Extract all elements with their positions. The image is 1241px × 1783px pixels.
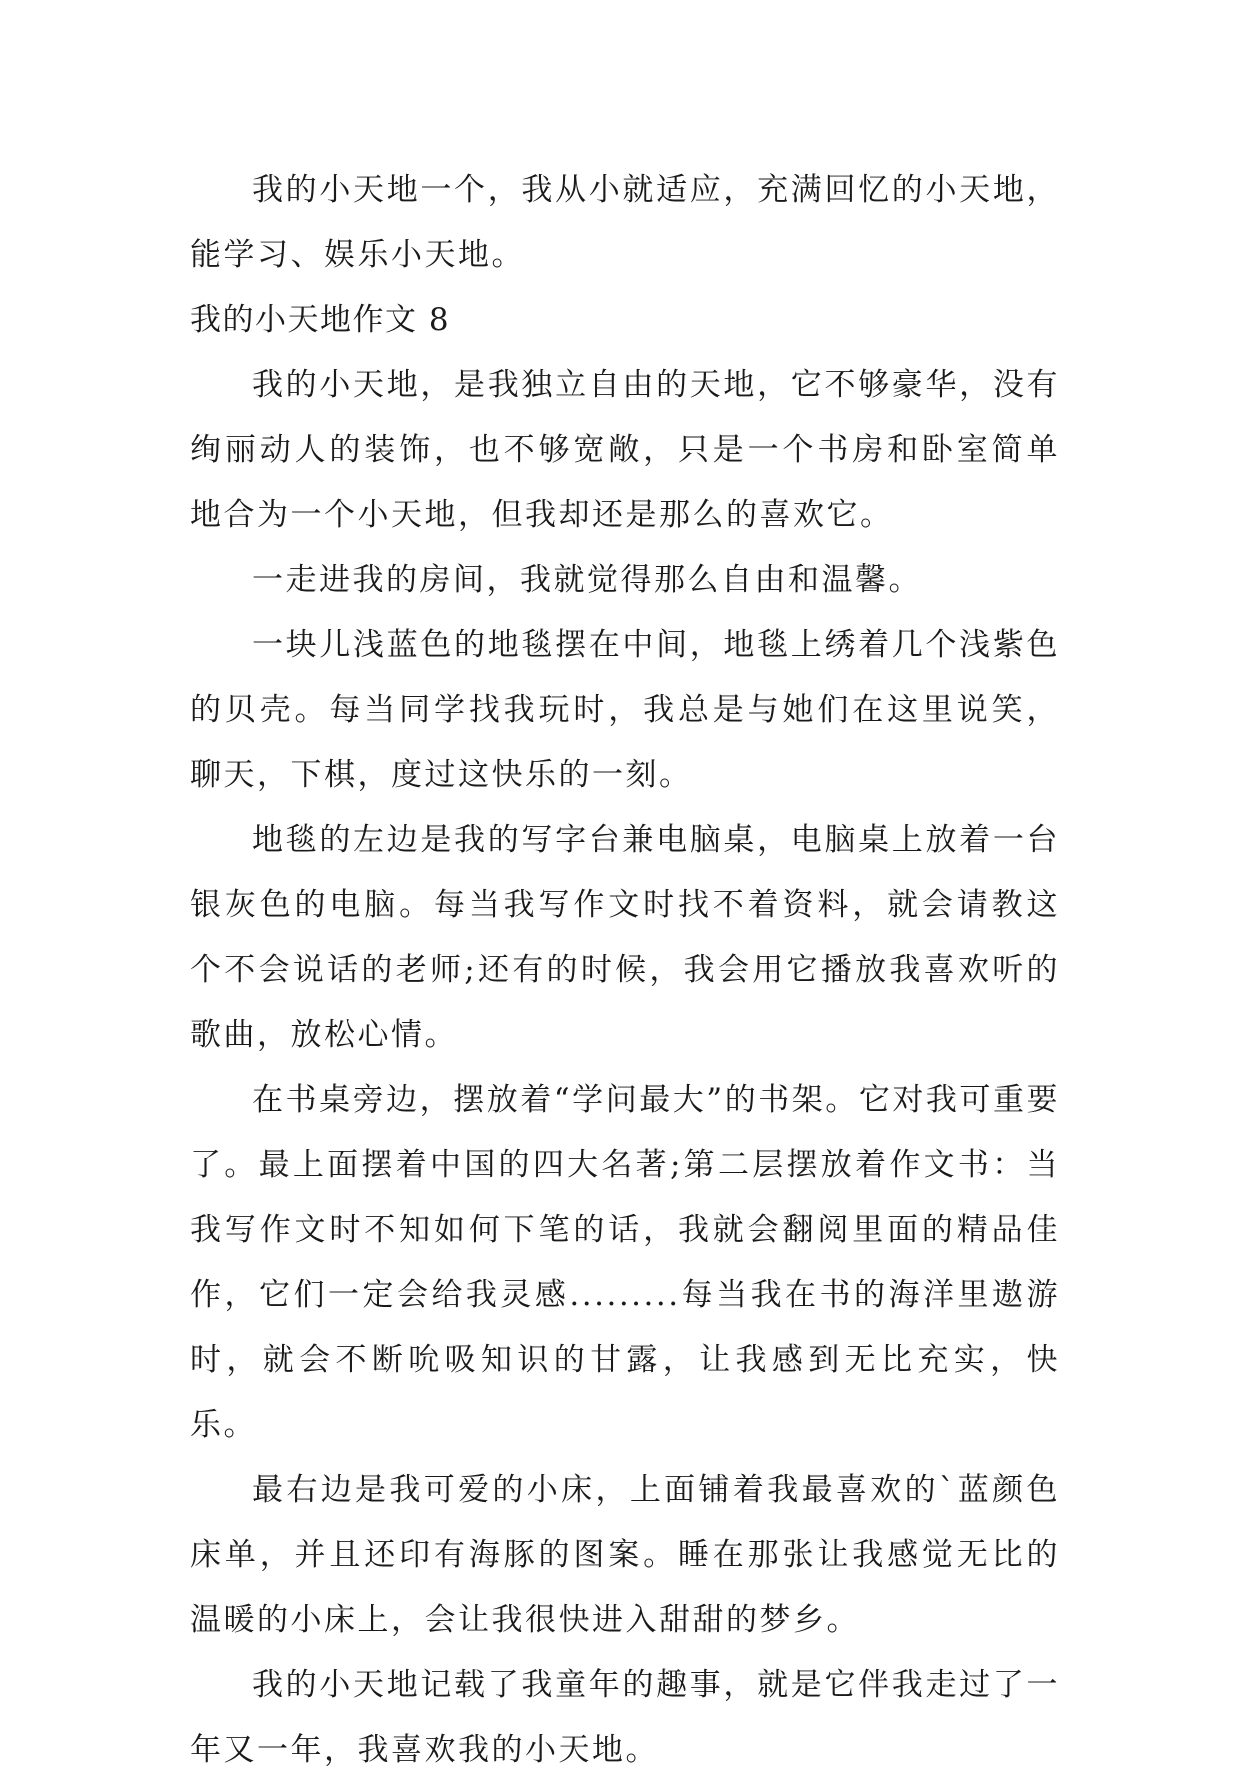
paragraph: 我的小天地，是我独立自由的天地，它不够豪华，没有绚丽动人的装饰，也不够宽敞，只是一个书房和卧室简单地合为一个小天地，但我却还是那么的喜欢它。 <box>190 367 1060 533</box>
paragraph: 最右边是我可爱的小床，上面铺着我最喜欢的`蓝颜色床单，并且还印有海豚的图案。睡在那张让我感觉无比的温暖的小床上，会让我很快进入甜甜的梦乡。 <box>190 1472 1060 1638</box>
paragraph: 在书桌旁边，摆放着“学问最大”的书架。它对我可重要了。最上面摆着中国的四大名著;第二层摆放着作文书：当我写作文时不知如何下笔的话，我就会翻阅里面的精品佳作，它们一定会给我灵感.........每当我在书的海洋里遨游时，就会不断吮吸知识的甘露，让我感到无比充实，快乐。 <box>190 1082 1060 1443</box>
paragraph: 一块儿浅蓝色的地毯摆在中间，地毯上绣着几个浅紫色的贝壳。每当同学找我玩时，我总是与她们在这里说笑，聊天，下棋，度过这快乐的一刻。 <box>190 627 1060 793</box>
document-body <box>190 158 1060 1783</box>
paragraph: 地毯的左边是我的写字台兼电脑桌，电脑桌上放着一台银灰色的电脑。每当我写作文时找不着资料，就会请教这个不会说话的老师;还有的时候，我会用它播放我喜欢听的歌曲，放松心情。 <box>190 822 1060 1053</box>
paragraph: 一走进我的房间，我就觉得那么自由和温馨。 <box>252 562 922 598</box>
paragraph: 我的小天地一个，我从小就适应，充满回忆的小天地，能学习、娱乐小天地。 <box>190 172 1060 273</box>
paragraph: 我的小天地记载了我童年的趣事，就是它伴我走过了一年又一年，我喜欢我的小天地。 <box>190 1667 1060 1768</box>
section-heading: 我的小天地作文 8 <box>190 302 451 338</box>
